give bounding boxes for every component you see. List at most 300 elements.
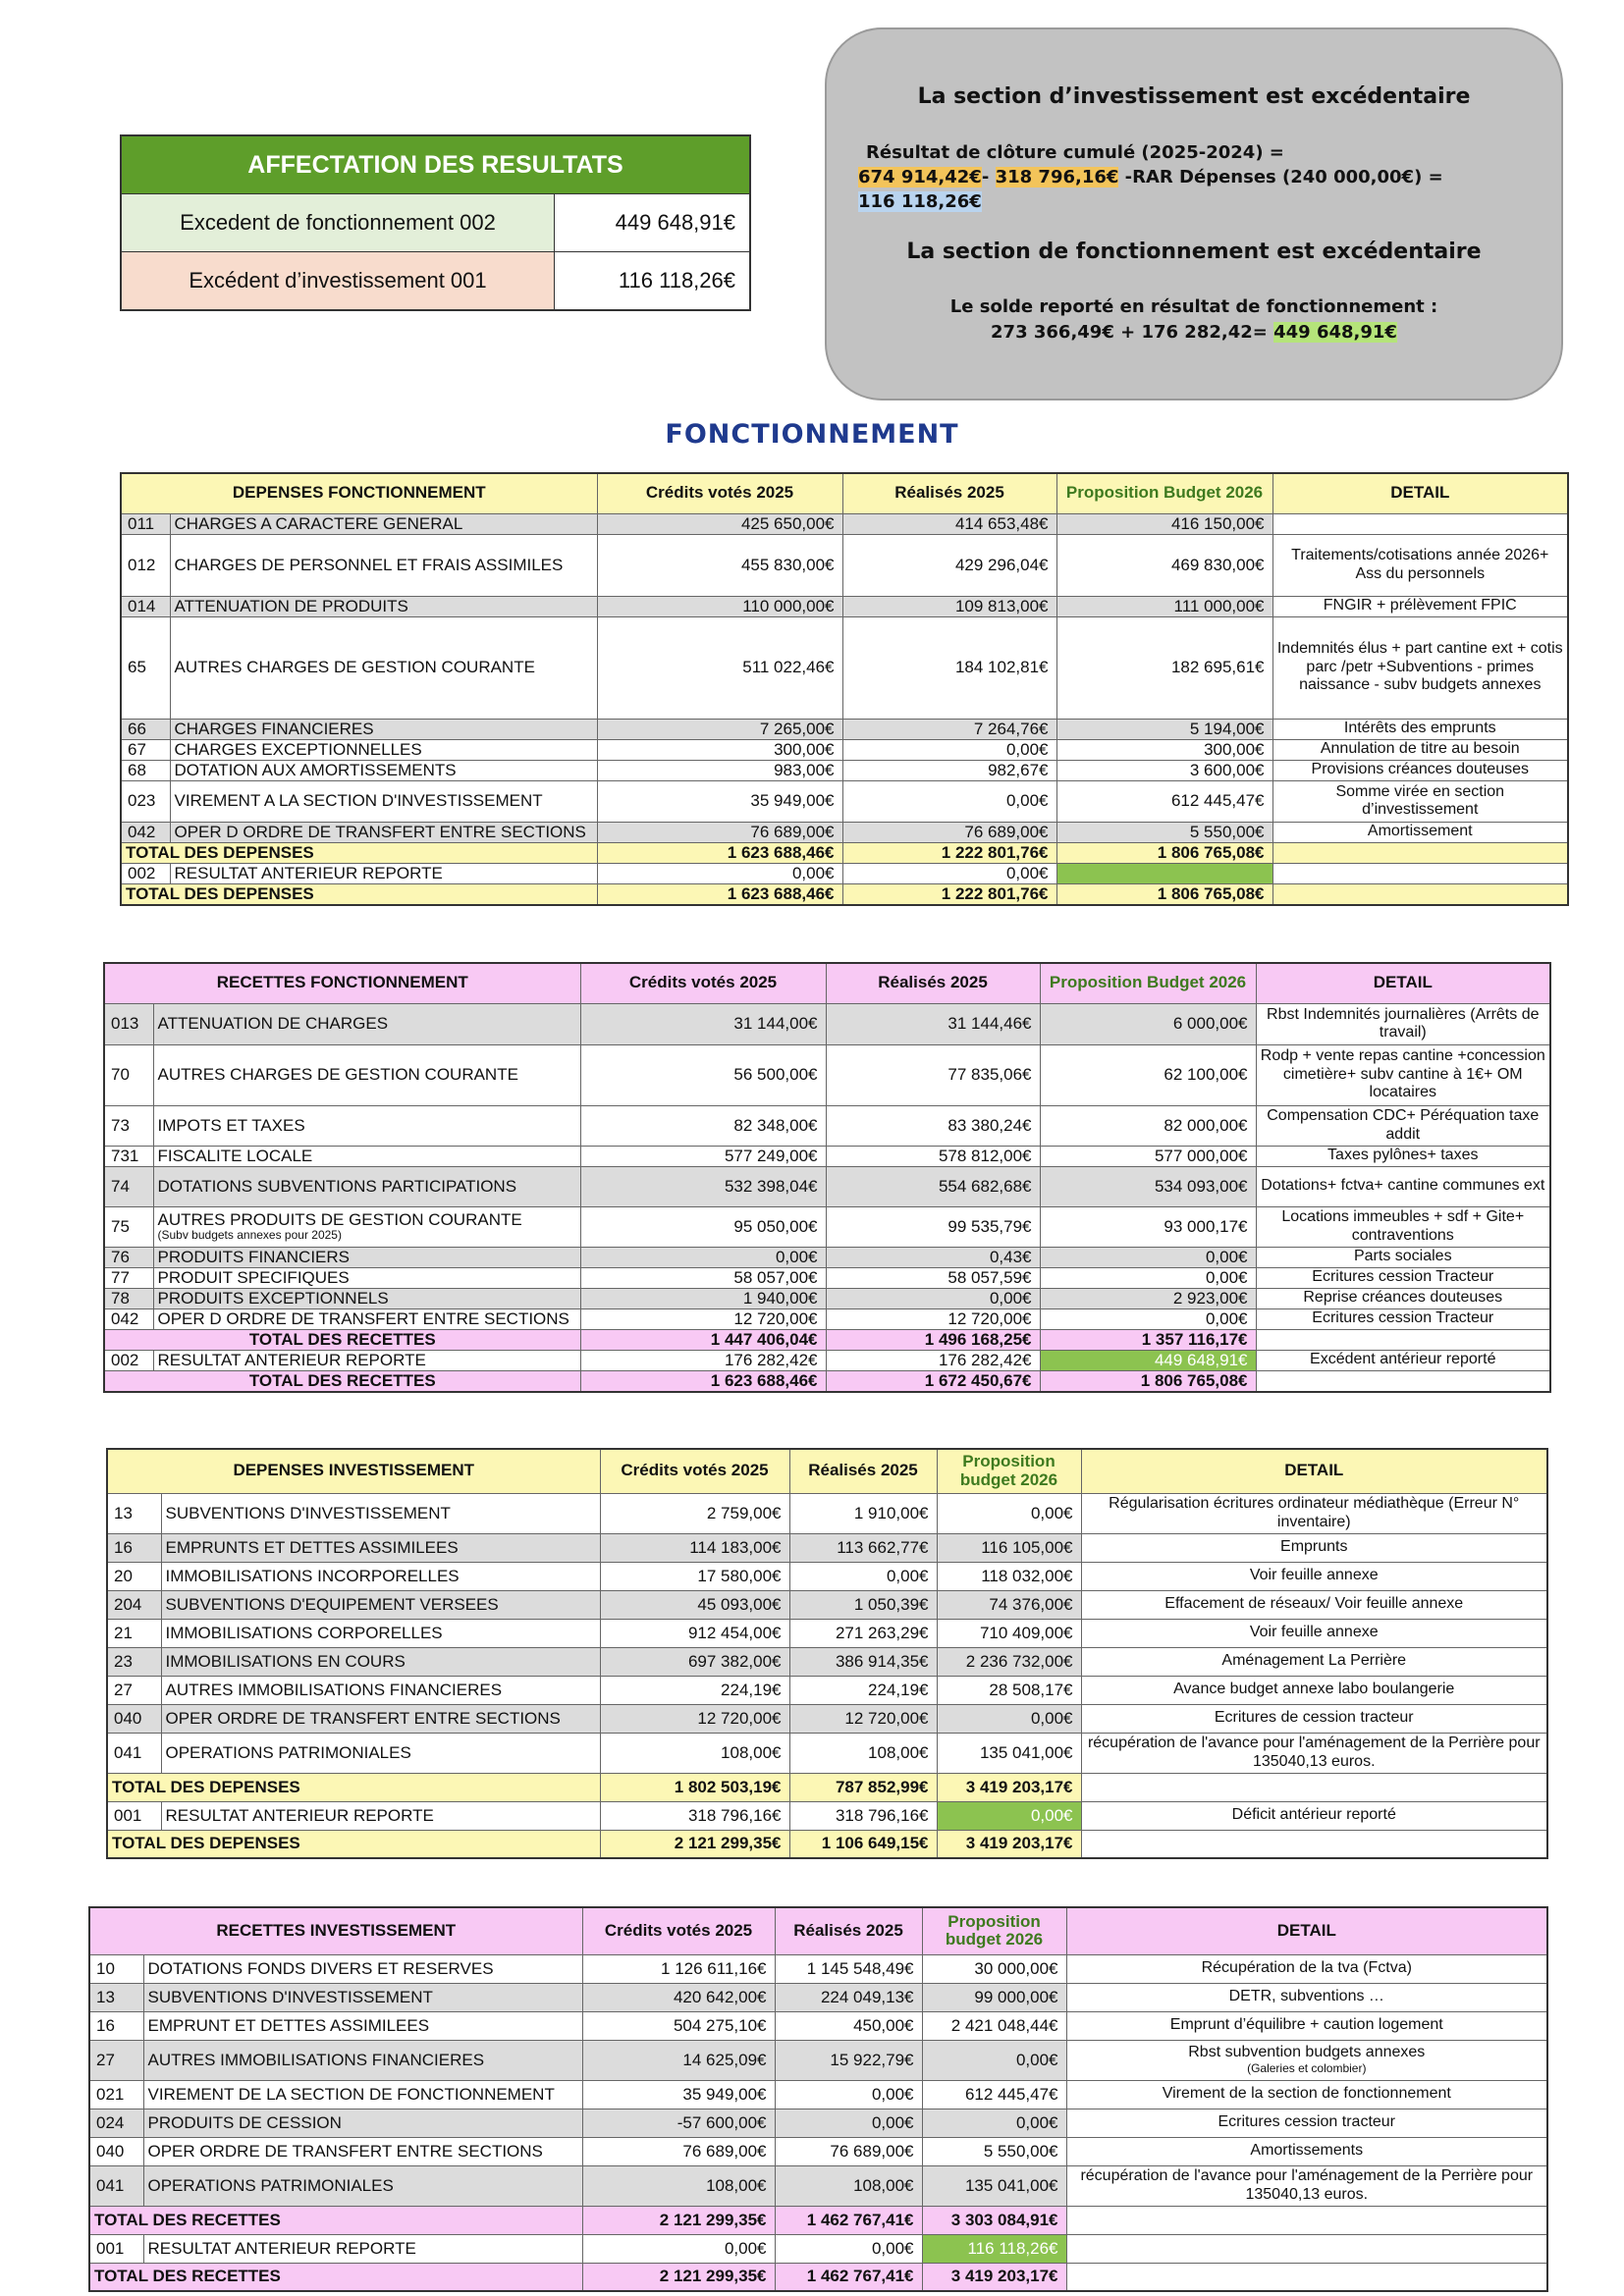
row-realises: 0,00€ xyxy=(775,2109,922,2137)
row-code: 024 xyxy=(89,2109,143,2137)
row-credits: 176 282,42€ xyxy=(580,1350,826,1370)
total-label: TOTAL DES RECETTES xyxy=(104,1370,580,1392)
row-credits: 0,00€ xyxy=(597,863,842,883)
table-row xyxy=(121,596,1568,616)
row-code: 20 xyxy=(107,1562,161,1590)
row-label: AUTRES IMMOBILISATIONS FINANCIERES xyxy=(143,2040,582,2080)
row-proposition: 0,00€ xyxy=(1040,1247,1256,1267)
total-detail xyxy=(1256,1329,1550,1350)
header-credits: Crédits votés 2025 xyxy=(600,1449,789,1493)
table-row xyxy=(104,1146,1550,1166)
header-realises: Réalisés 2025 xyxy=(826,963,1040,1003)
row-proposition: 469 830,00€ xyxy=(1056,534,1272,596)
row-label: CHARGES DE PERSONNEL ET FRAIS ASSIMILES xyxy=(170,534,597,596)
summary-line-result-invest xyxy=(858,191,982,212)
table-row xyxy=(107,1562,1547,1590)
row-realises: 184 102,81€ xyxy=(842,616,1056,719)
row-detail: Emprunt d’équilibre + caution logement xyxy=(1066,2011,1547,2040)
table-row xyxy=(104,1247,1550,1267)
table-row xyxy=(107,1590,1547,1619)
header-depenses-fonctionnement: DEPENSES FONCTIONNEMENT xyxy=(121,473,597,513)
row-detail: Annulation de titre au besoin xyxy=(1272,739,1568,760)
row-code: 042 xyxy=(104,1308,153,1329)
row-realises: 12 720,00€ xyxy=(826,1308,1040,1329)
total-row xyxy=(121,842,1568,863)
row-code: 73 xyxy=(104,1105,153,1146)
header-proposition: Proposition budget 2026 xyxy=(922,1907,1066,1954)
row-realises: 554 682,68€ xyxy=(826,1166,1040,1206)
row-detail: Déficit antérieur reporté xyxy=(1081,1801,1547,1830)
row-proposition: 99 000,00€ xyxy=(922,1983,1066,2011)
recettes-investissement-table xyxy=(88,1906,1548,2292)
summary-box xyxy=(825,27,1563,400)
total-proposition: 1 806 765,08€ xyxy=(1056,883,1272,905)
total-realises: 1 222 801,76€ xyxy=(842,883,1056,905)
row-detail: DETR, subventions … xyxy=(1066,1983,1547,2011)
row-detail: Excédent antérieur reporté xyxy=(1256,1350,1550,1370)
total-detail xyxy=(1272,883,1568,905)
total-label: TOTAL DES DEPENSES xyxy=(107,1830,600,1858)
row-detail: Traitements/cotisations année 2026+ Ass du personnels xyxy=(1272,534,1568,596)
row-detail: Somme virée en section d’investissement xyxy=(1272,780,1568,822)
table-row xyxy=(121,822,1568,842)
header-proposition: Proposition Budget 2026 xyxy=(1040,963,1256,1003)
row-realises: 58 057,59€ xyxy=(826,1267,1040,1288)
header-realises: Réalisés 2025 xyxy=(775,1907,922,1954)
row-proposition: 612 445,47€ xyxy=(1056,780,1272,822)
total-row xyxy=(121,883,1568,905)
row-realises: 429 296,04€ xyxy=(842,534,1056,596)
row-credits: 110 000,00€ xyxy=(597,596,842,616)
report-row xyxy=(104,1350,1550,1370)
total-realises: 1 496 168,25€ xyxy=(826,1329,1040,1350)
table-row xyxy=(104,1044,1550,1105)
total-label: TOTAL DES RECETTES xyxy=(104,1329,580,1350)
total-label: TOTAL DES RECETTES xyxy=(89,2206,582,2234)
table-row xyxy=(104,1267,1550,1288)
header-credits: Crédits votés 2025 xyxy=(580,963,826,1003)
row-detail xyxy=(1066,2040,1547,2080)
total-credits: 1 623 688,46€ xyxy=(597,883,842,905)
total-label: TOTAL DES DEPENSES xyxy=(121,842,597,863)
table-row xyxy=(107,1704,1547,1733)
row-label: OPER ORDRE DE TRANSFERT ENTRE SECTIONS xyxy=(161,1704,600,1733)
total-row xyxy=(104,1370,1550,1392)
row-credits: 108,00€ xyxy=(582,2165,775,2206)
row-label: VIREMENT DE LA SECTION DE FONCTIONNEMENT xyxy=(143,2080,582,2109)
row-credits: 224,19€ xyxy=(600,1676,789,1704)
row-proposition: 449 648,91€ xyxy=(1040,1350,1256,1370)
row-label: RESULTAT ANTERIEUR REPORTE xyxy=(170,863,597,883)
row-proposition: 2 236 732,00€ xyxy=(937,1647,1081,1676)
row-label: ATTENUATION DE PRODUITS xyxy=(170,596,597,616)
table-row xyxy=(89,1983,1547,2011)
row-credits: 108,00€ xyxy=(600,1733,789,1773)
row-code: 67 xyxy=(121,739,170,760)
row-credits: 697 382,00€ xyxy=(600,1647,789,1676)
row-proposition: 5 194,00€ xyxy=(1056,719,1272,739)
affectation-label-fonctionnement: Excedent de fonctionnement 002 xyxy=(121,194,555,252)
table-row xyxy=(107,1533,1547,1562)
row-realises: 0,00€ xyxy=(842,739,1056,760)
row-detail-sub: (Galeries et colombier) xyxy=(1247,2060,1367,2075)
row-code: 70 xyxy=(104,1044,153,1105)
row-realises: 76 689,00€ xyxy=(842,822,1056,842)
table-row xyxy=(107,1493,1547,1533)
summary-amount-116118: 116 118,26€ xyxy=(858,191,982,212)
header-realises: Réalisés 2025 xyxy=(789,1449,937,1493)
row-credits: 7 265,00€ xyxy=(597,719,842,739)
row-credits: 14 625,09€ xyxy=(582,2040,775,2080)
row-detail: Ecritures cession tracteur xyxy=(1066,2109,1547,2137)
row-code: 16 xyxy=(89,2011,143,2040)
table-row xyxy=(89,2137,1547,2165)
row-label-main: AUTRES PRODUITS DE GESTION COURANTE xyxy=(157,1209,522,1229)
row-label-sub: (Subv budgets annexes pour 2025) xyxy=(157,1228,342,1243)
summary-amount-449648: 449 648,91€ xyxy=(1273,322,1397,343)
row-code: 040 xyxy=(107,1704,161,1733)
affectation-label-investissement: Excédent d’investissement 001 xyxy=(121,252,555,311)
row-realises: 1 050,39€ xyxy=(789,1590,937,1619)
row-proposition: 30 000,00€ xyxy=(922,1954,1066,1983)
row-realises: 99 535,79€ xyxy=(826,1206,1040,1247)
report-row xyxy=(121,863,1568,883)
row-realises: 76 689,00€ xyxy=(775,2137,922,2165)
row-credits: 31 144,00€ xyxy=(580,1003,826,1044)
row-label: PRODUITS FINANCIERS xyxy=(153,1247,580,1267)
table-row xyxy=(89,1954,1547,1983)
row-detail: FNGIR + prélèvement FPIC xyxy=(1272,596,1568,616)
row-credits: 2 759,00€ xyxy=(600,1493,789,1533)
summary-rar: -RAR Dépenses (240 000,00€) = xyxy=(1118,167,1443,187)
row-realises: 7 264,76€ xyxy=(842,719,1056,739)
total-row xyxy=(104,1329,1550,1350)
total-credits: 2 121 299,35€ xyxy=(582,2263,775,2291)
table-row xyxy=(89,2080,1547,2109)
row-realises: 0,00€ xyxy=(775,2234,922,2263)
row-detail: Amortissement xyxy=(1272,822,1568,842)
row-proposition: 182 695,61€ xyxy=(1056,616,1272,719)
row-detail: Voir feuille annexe xyxy=(1081,1619,1547,1647)
row-detail: Rodp + vente repas cantine +concession cimetière+ subv cantine à 1€+ OM locataires xyxy=(1256,1044,1550,1105)
header-recettes-fonctionnement: RECETTES FONCTIONNEMENT xyxy=(104,963,580,1003)
row-code: 78 xyxy=(104,1288,153,1308)
row-code: 16 xyxy=(107,1533,161,1562)
row-credits: 45 093,00€ xyxy=(600,1590,789,1619)
total-row xyxy=(107,1830,1547,1858)
row-realises: 386 914,35€ xyxy=(789,1647,937,1676)
summary-minus: - xyxy=(981,167,996,187)
row-label: IMMOBILISATIONS EN COURS xyxy=(161,1647,600,1676)
row-realises: 15 922,79€ xyxy=(775,2040,922,2080)
total-detail xyxy=(1272,842,1568,863)
affectation-table xyxy=(120,134,751,311)
row-label: AUTRES CHARGES DE GESTION COURANTE xyxy=(153,1044,580,1105)
row-proposition: 62 100,00€ xyxy=(1040,1044,1256,1105)
row-code: 13 xyxy=(107,1493,161,1533)
row-code: 001 xyxy=(89,2234,143,2263)
total-realises: 1 106 649,15€ xyxy=(789,1830,937,1858)
row-detail: Emprunts xyxy=(1081,1533,1547,1562)
table-row xyxy=(89,2165,1547,2206)
row-detail: Aménagement La Perrière xyxy=(1081,1647,1547,1676)
row-detail: Virement de la section de fonctionnement xyxy=(1066,2080,1547,2109)
row-detail: récupération de l'avance pour l'aménagement de la Perrière pour 135040,13 euros. xyxy=(1066,2165,1547,2206)
row-label: OPERATIONS PATRIMONIALES xyxy=(143,2165,582,2206)
row-label: OPER ORDRE DE TRANSFERT ENTRE SECTIONS xyxy=(143,2137,582,2165)
row-code: 27 xyxy=(89,2040,143,2080)
row-credits: 504 275,10€ xyxy=(582,2011,775,2040)
row-proposition: 111 000,00€ xyxy=(1056,596,1272,616)
row-detail: Locations immeubles + sdf + Gite+ contraventions xyxy=(1256,1206,1550,1247)
row-detail: Ecritures cession Tracteur xyxy=(1256,1308,1550,1329)
table-row xyxy=(121,616,1568,719)
table-row xyxy=(107,1619,1547,1647)
row-realises: 83 380,24€ xyxy=(826,1105,1040,1146)
row-detail: Dotations+ fctva+ cantine communes ext xyxy=(1256,1166,1550,1206)
row-code: 204 xyxy=(107,1590,161,1619)
row-credits: 95 050,00€ xyxy=(580,1206,826,1247)
row-code: 23 xyxy=(107,1647,161,1676)
total-detail xyxy=(1256,1370,1550,1392)
row-credits: 577 249,00€ xyxy=(580,1146,826,1166)
row-proposition: 5 550,00€ xyxy=(1056,822,1272,842)
row-credits: 35 949,00€ xyxy=(597,780,842,822)
total-label: TOTAL DES DEPENSES xyxy=(121,883,597,905)
table-row xyxy=(104,1206,1550,1247)
row-realises: 109 813,00€ xyxy=(842,596,1056,616)
header-proposition: Proposition Budget 2026 xyxy=(1056,473,1272,513)
row-realises: 450,00€ xyxy=(775,2011,922,2040)
row-label: OPER D ORDRE DE TRANSFERT ENTRE SECTIONS xyxy=(170,822,597,842)
row-label: SUBVENTIONS D'INVESTISSEMENT xyxy=(143,1983,582,2011)
row-proposition: 300,00€ xyxy=(1056,739,1272,760)
row-proposition: 82 000,00€ xyxy=(1040,1105,1256,1146)
header-detail: DETAIL xyxy=(1272,473,1568,513)
row-credits: 318 796,16€ xyxy=(600,1801,789,1830)
row-credits: 35 949,00€ xyxy=(582,2080,775,2109)
row-label: CHARGES EXCEPTIONNELLES xyxy=(170,739,597,760)
total-detail xyxy=(1066,2263,1547,2291)
header-credits: Crédits votés 2025 xyxy=(582,1907,775,1954)
row-credits: 12 720,00€ xyxy=(580,1308,826,1329)
total-realises: 1 672 450,67€ xyxy=(826,1370,1040,1392)
row-label: RESULTAT ANTERIEUR REPORTE xyxy=(143,2234,582,2263)
row-realises: 0,00€ xyxy=(826,1288,1040,1308)
row-proposition: 6 000,00€ xyxy=(1040,1003,1256,1044)
row-proposition: 0,00€ xyxy=(1040,1267,1256,1288)
row-detail: Provisions créances douteuses xyxy=(1272,760,1568,780)
row-credits: 76 689,00€ xyxy=(582,2137,775,2165)
table-row xyxy=(89,2109,1547,2137)
row-code: 023 xyxy=(121,780,170,822)
row-label: DOTATIONS SUBVENTIONS PARTICIPATIONS xyxy=(153,1166,580,1206)
affectation-value-investissement: 116 118,26€ xyxy=(555,252,751,311)
row-detail xyxy=(1272,863,1568,883)
table-row xyxy=(107,1733,1547,1773)
row-credits: 114 183,00€ xyxy=(600,1533,789,1562)
row-detail: Parts sociales xyxy=(1256,1247,1550,1267)
row-detail: Récupération de la tva (Fctva) xyxy=(1066,1954,1547,1983)
row-label: IMMOBILISATIONS INCORPORELLES xyxy=(161,1562,600,1590)
row-credits: 17 580,00€ xyxy=(600,1562,789,1590)
total-detail xyxy=(1081,1773,1547,1801)
total-proposition: 3 303 084,91€ xyxy=(922,2206,1066,2234)
row-code: 74 xyxy=(104,1166,153,1206)
row-credits: 0,00€ xyxy=(582,2234,775,2263)
row-realises: 0,43€ xyxy=(826,1247,1040,1267)
row-credits: 983,00€ xyxy=(597,760,842,780)
row-credits: 532 398,04€ xyxy=(580,1166,826,1206)
total-proposition: 3 419 203,17€ xyxy=(922,2263,1066,2291)
row-credits: 1 126 611,16€ xyxy=(582,1954,775,1983)
recettes-fonctionnement-table xyxy=(103,962,1551,1393)
row-code: 041 xyxy=(89,2165,143,2206)
total-detail xyxy=(1066,2206,1547,2234)
total-realises: 1 462 767,41€ xyxy=(775,2206,922,2234)
table-row xyxy=(107,1676,1547,1704)
row-proposition: 116 118,26€ xyxy=(922,2234,1066,2263)
summary-amount-318796: 318 796,16€ xyxy=(995,167,1119,187)
total-realises: 787 852,99€ xyxy=(789,1773,937,1801)
table-row xyxy=(89,2011,1547,2040)
row-label: AUTRES CHARGES DE GESTION COURANTE xyxy=(170,616,597,719)
table-row xyxy=(121,513,1568,534)
row-label: CHARGES FINANCIERES xyxy=(170,719,597,739)
report-row xyxy=(107,1801,1547,1830)
row-credits: 76 689,00€ xyxy=(597,822,842,842)
row-proposition: 135 041,00€ xyxy=(937,1733,1081,1773)
total-realises: 1 222 801,76€ xyxy=(842,842,1056,863)
row-realises: 108,00€ xyxy=(789,1733,937,1773)
row-code: 012 xyxy=(121,534,170,596)
report-row xyxy=(89,2234,1547,2263)
row-proposition: 416 150,00€ xyxy=(1056,513,1272,534)
row-code: 002 xyxy=(121,863,170,883)
row-code: 68 xyxy=(121,760,170,780)
row-proposition: 534 093,00€ xyxy=(1040,1166,1256,1206)
table-row xyxy=(107,1647,1547,1676)
table-row xyxy=(121,719,1568,739)
row-credits: -57 600,00€ xyxy=(582,2109,775,2137)
summary-solde-operands: 273 366,49€ + 176 282,42= xyxy=(991,322,1274,343)
row-proposition: 0,00€ xyxy=(937,1704,1081,1733)
row-label: IMMOBILISATIONS CORPORELLES xyxy=(161,1619,600,1647)
total-label: TOTAL DES DEPENSES xyxy=(107,1773,600,1801)
row-realises: 578 812,00€ xyxy=(826,1146,1040,1166)
row-detail xyxy=(1272,513,1568,534)
total-row xyxy=(89,2263,1547,2291)
row-proposition: 0,00€ xyxy=(1040,1308,1256,1329)
row-credits: 455 830,00€ xyxy=(597,534,842,596)
total-proposition: 1 357 116,17€ xyxy=(1040,1329,1256,1350)
row-realises: 77 835,06€ xyxy=(826,1044,1040,1105)
total-realises: 1 462 767,41€ xyxy=(775,2263,922,2291)
row-label: DOTATIONS FONDS DIVERS ET RESERVES xyxy=(143,1954,582,1983)
row-code: 021 xyxy=(89,2080,143,2109)
total-credits: 2 121 299,35€ xyxy=(600,1830,789,1858)
table-row xyxy=(121,739,1568,760)
row-proposition: 74 376,00€ xyxy=(937,1590,1081,1619)
row-proposition: 0,00€ xyxy=(922,2109,1066,2137)
row-proposition: 135 041,00€ xyxy=(922,2165,1066,2206)
row-proposition: 0,00€ xyxy=(922,2040,1066,2080)
row-code: 76 xyxy=(104,1247,153,1267)
row-label: PRODUIT SPECIFIQUES xyxy=(153,1267,580,1288)
total-row xyxy=(107,1773,1547,1801)
section-title: FONCTIONNEMENT xyxy=(665,419,959,450)
total-proposition: 3 419 203,17€ xyxy=(937,1830,1081,1858)
summary-line-solde: Le solde reporté en résultat de fonctionnement : xyxy=(949,296,1438,317)
row-realises: 0,00€ xyxy=(789,1562,937,1590)
row-realises: 318 796,16€ xyxy=(789,1801,937,1830)
row-label: RESULTAT ANTERIEUR REPORTE xyxy=(153,1350,580,1370)
affectation-value-fonctionnement: 449 648,91€ xyxy=(555,194,751,252)
depenses-fonctionnement-table xyxy=(120,472,1569,906)
row-code: 66 xyxy=(121,719,170,739)
row-label: PRODUITS EXCEPTIONNELS xyxy=(153,1288,580,1308)
row-label: RESULTAT ANTERIEUR REPORTE xyxy=(161,1801,600,1830)
row-code: 013 xyxy=(104,1003,153,1044)
row-code: 002 xyxy=(104,1350,153,1370)
row-code: 014 xyxy=(121,596,170,616)
row-credits: 420 642,00€ xyxy=(582,1983,775,2011)
row-code: 75 xyxy=(104,1206,153,1247)
row-detail: Intérêts des emprunts xyxy=(1272,719,1568,739)
row-code: 001 xyxy=(107,1801,161,1830)
row-code: 011 xyxy=(121,513,170,534)
row-detail: Voir feuille annexe xyxy=(1081,1562,1547,1590)
header-depenses-investissement: DEPENSES INVESTISSEMENT xyxy=(107,1449,600,1493)
row-label: AUTRES IMMOBILISATIONS FINANCIERES xyxy=(161,1676,600,1704)
table-row xyxy=(121,780,1568,822)
row-realises: 0,00€ xyxy=(775,2080,922,2109)
row-code: 731 xyxy=(104,1146,153,1166)
header-proposition: Proposition budget 2026 xyxy=(937,1449,1081,1493)
row-label: PRODUITS DE CESSION xyxy=(143,2109,582,2137)
row-detail: Ecritures de cession tracteur xyxy=(1081,1704,1547,1733)
total-detail xyxy=(1081,1830,1547,1858)
row-label: EMPRUNT ET DETTES ASSIMILEES xyxy=(143,2011,582,2040)
total-proposition: 1 806 765,08€ xyxy=(1056,842,1272,863)
row-credits: 58 057,00€ xyxy=(580,1267,826,1288)
row-code: 041 xyxy=(107,1733,161,1773)
row-detail: Rbst Indemnités journalières (Arrêts de travail) xyxy=(1256,1003,1550,1044)
row-label: DOTATION AUX AMORTISSEMENTS xyxy=(170,760,597,780)
header-detail: DETAIL xyxy=(1066,1907,1547,1954)
row-realises: 0,00€ xyxy=(842,863,1056,883)
row-credits: 56 500,00€ xyxy=(580,1044,826,1105)
table-row xyxy=(121,760,1568,780)
row-proposition: 0,00€ xyxy=(937,1801,1081,1830)
header-recettes-investissement: RECETTES INVESTISSEMENT xyxy=(89,1907,582,1954)
row-proposition: 2 923,00€ xyxy=(1040,1288,1256,1308)
total-credits: 1 623 688,46€ xyxy=(580,1370,826,1392)
header-detail: DETAIL xyxy=(1081,1449,1547,1493)
row-credits: 0,00€ xyxy=(580,1247,826,1267)
table-row xyxy=(104,1288,1550,1308)
row-realises: 0,00€ xyxy=(842,780,1056,822)
total-credits: 2 121 299,35€ xyxy=(582,2206,775,2234)
row-code: 77 xyxy=(104,1267,153,1288)
row-detail: Compensation CDC+ Péréquation taxe addit xyxy=(1256,1105,1550,1146)
row-detail: Régularisation écritures ordinateur médiathèque (Erreur N° inventaire) xyxy=(1081,1493,1547,1533)
row-proposition: 612 445,47€ xyxy=(922,2080,1066,2109)
row-realises: 224,19€ xyxy=(789,1676,937,1704)
row-realises: 414 653,48€ xyxy=(842,513,1056,534)
row-realises: 982,67€ xyxy=(842,760,1056,780)
summary-line-solde-calcul xyxy=(827,322,1561,343)
